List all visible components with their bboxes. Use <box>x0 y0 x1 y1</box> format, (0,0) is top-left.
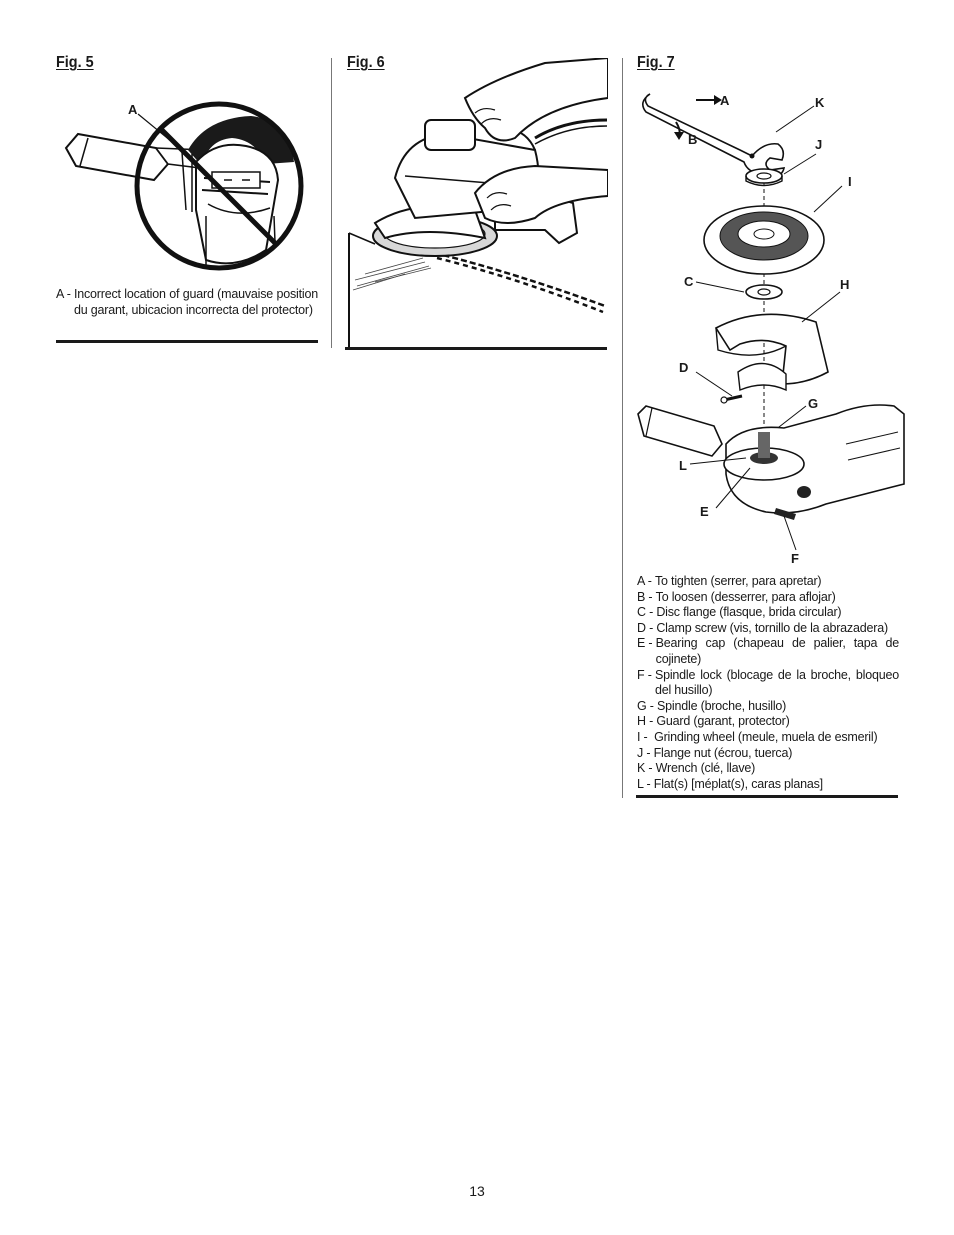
fig5-legend <box>56 287 318 318</box>
fig7-callout-h: H <box>840 277 850 292</box>
fig5-callout-a: A <box>128 102 138 117</box>
legend-text: To loosen (desserrer, para aflojar) <box>655 589 836 604</box>
fig7-callout-l: L <box>679 458 687 473</box>
column-divider-right <box>622 58 623 798</box>
legend-key: J - <box>637 745 654 760</box>
legend-key: B - <box>637 589 656 604</box>
legend-text: Clamp screw (vis, tornillo de la abrazadera) <box>656 620 888 635</box>
fig6-illustration <box>345 58 608 350</box>
legend-text: Flat(s) [méplat(s), caras planas] <box>653 776 823 791</box>
fig7-legend-item <box>637 761 899 777</box>
legend-text: Bearing cap (chapeau de palier, tapa de cojinete) <box>655 636 899 666</box>
fig7-legend-item <box>637 730 899 746</box>
legend-key: F - <box>637 667 655 682</box>
fig7-callout-a: A <box>720 93 730 108</box>
fig6-title: Fig. 6 <box>347 54 385 71</box>
fig5-bottom-rule <box>56 340 318 343</box>
legend-text: Grinding wheel (meule, muela de esmeril) <box>654 729 878 744</box>
fig7-legend-item <box>637 714 899 730</box>
legend-key: C - <box>637 605 657 620</box>
legend-text: Wrench (clé, llave) <box>655 761 756 776</box>
fig7-legend-item <box>637 605 899 621</box>
fig7-callout-e: E <box>700 504 709 519</box>
legend-key: A - <box>637 574 655 588</box>
legend-key: H - <box>637 714 657 729</box>
fig5-legend-item <box>56 287 318 318</box>
fig7-legend-item <box>637 668 899 699</box>
legend-key: G - <box>637 698 658 713</box>
legend-text: Disc flange (flasque, brida circular) <box>656 605 842 620</box>
legend-text: Spindle lock (blocage de la broche, bloqueo del husillo) <box>654 667 899 698</box>
legend-key: L - <box>637 776 654 791</box>
fig7-callout-g: G <box>808 396 819 411</box>
page-number: 13 <box>469 1183 485 1199</box>
fig7-legend-item <box>637 590 899 606</box>
fig7-title: Fig. 7 <box>637 54 675 71</box>
fig7-legend-item <box>637 574 899 590</box>
fig6-bottom-rule <box>345 347 607 350</box>
fig7-callout-b: B <box>688 132 698 147</box>
fig5-illustration <box>56 100 318 290</box>
legend-key: A - <box>56 287 74 301</box>
fig7-callout-f: F <box>791 551 799 566</box>
fig7-bottom-rule <box>636 795 898 798</box>
fig7-legend-item <box>637 699 899 715</box>
legend-text: To tighten (serrer, para apretar) <box>654 574 822 588</box>
fig5-title: Fig. 5 <box>56 54 94 71</box>
legend-text: Guard (garant, protector) <box>656 714 790 729</box>
fig7-callout-j: J <box>815 137 823 152</box>
legend-key: K - <box>637 761 656 776</box>
fig7-callout-d: D <box>679 360 689 375</box>
fig7-callout-k: K <box>815 95 825 110</box>
legend-key: I - <box>637 729 655 744</box>
fig7-legend-item <box>637 636 899 667</box>
fig7-legend-item <box>637 746 899 762</box>
fig7-exploded-view <box>636 84 906 554</box>
legend-text: Incorrect location of guard (mauvaise position du garant, ubicacion incorrecta del protector) <box>73 287 318 317</box>
fig7-legend-item <box>637 621 899 637</box>
legend-key: E - <box>637 636 656 651</box>
fig7-callout-c: C <box>684 274 694 289</box>
fig7-legend <box>637 574 899 792</box>
fig7-legend-item <box>637 777 899 793</box>
legend-text: Spindle (broche, husillo) <box>657 698 787 713</box>
legend-text: Flange nut (écrou, tuerca) <box>653 745 793 760</box>
fig7-callout-i: I <box>848 174 852 189</box>
column-divider-left <box>331 58 332 348</box>
legend-key: D - <box>637 620 657 635</box>
